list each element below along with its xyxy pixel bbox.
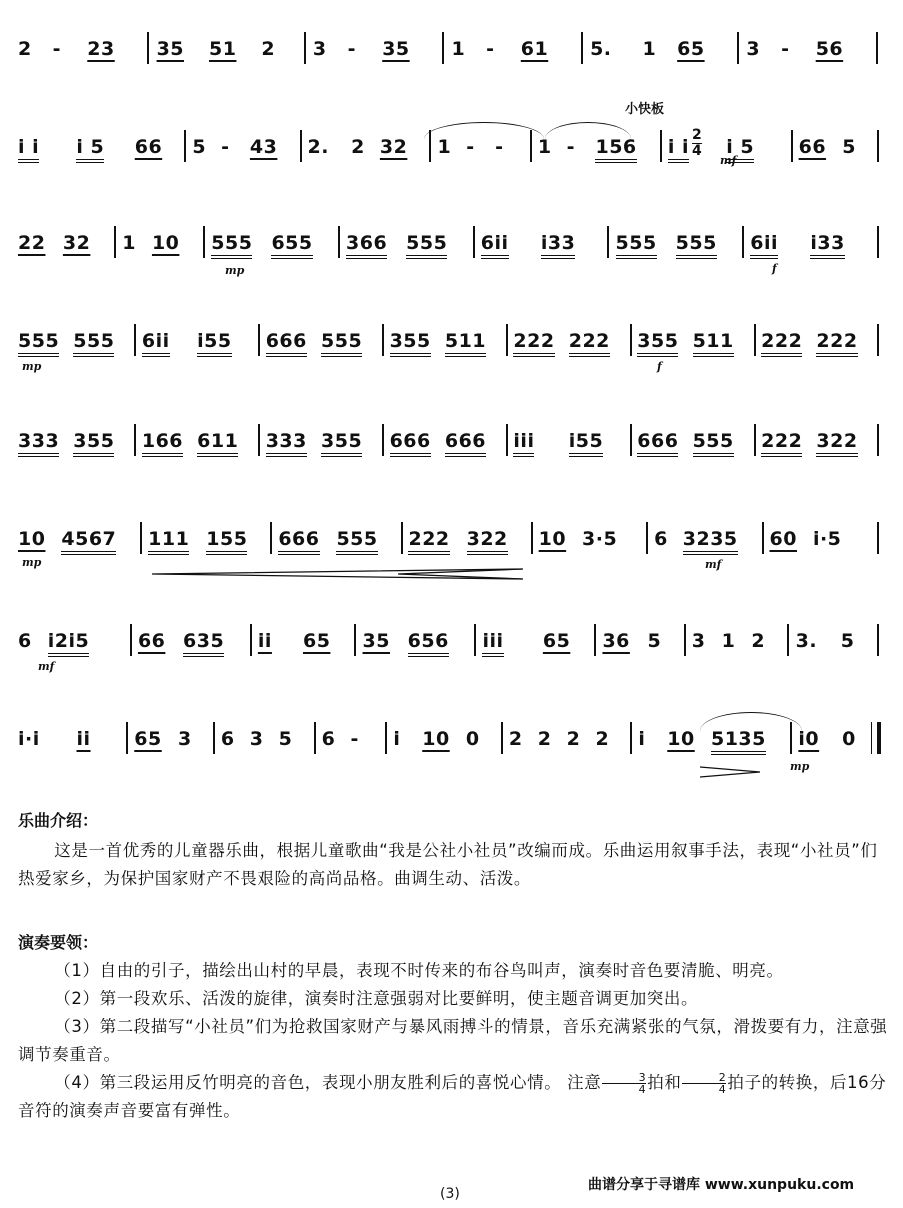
barline [581, 32, 583, 64]
intro-paragraph: 这是一首优秀的儿童器乐曲，根据儿童歌曲“我是公社小社员”改编而成。乐曲运用叙事手法，表现“小社员”们热爱家乡，为保护国家财产不畏艰险的高尚品格。曲调生动、活泼。 [18, 841, 878, 888]
barline [787, 624, 789, 656]
barline [401, 522, 403, 554]
note-group: 1 [437, 136, 452, 158]
barline [314, 722, 316, 754]
performance-heading: 演奏要领： [18, 933, 99, 952]
barline [660, 130, 662, 162]
barline [203, 226, 205, 258]
barline [134, 424, 136, 456]
note-group: 10 [667, 728, 695, 750]
note-group: 5 [278, 728, 293, 750]
barline [737, 32, 739, 64]
note-group: 666 [266, 330, 307, 357]
dynamic-marking: mp [22, 360, 42, 373]
note-group: 66 [134, 136, 163, 158]
note-group: 666 [445, 430, 486, 457]
hairpin-mark [398, 568, 523, 580]
note-group: 6 [220, 728, 235, 750]
note-group: - [350, 728, 359, 750]
note-group: 65 [677, 38, 705, 60]
frac-a-num: 3 [602, 1072, 646, 1084]
barline [684, 624, 686, 656]
barline [742, 226, 744, 258]
note-group: 5 [647, 630, 662, 652]
intro-section [18, 808, 888, 893]
barline [594, 624, 596, 656]
note-group: i·5 [812, 528, 842, 550]
note-group: 51 [209, 38, 237, 60]
note-group: ii [257, 630, 272, 652]
note-group: 3·5 [582, 528, 618, 550]
barline [382, 324, 384, 356]
note-group: 2 [508, 728, 523, 750]
note-group: - [221, 136, 230, 158]
point4-text-d: 的转换，后16分音符的演奏声音要富有弹性。 [18, 1073, 887, 1120]
dynamic-marking: mf [705, 558, 722, 571]
note-group: 3 [691, 630, 706, 652]
barline [270, 522, 272, 554]
barline [877, 324, 879, 356]
barline [130, 624, 132, 656]
note-group: 222 [513, 330, 554, 357]
note-group: 2 [537, 728, 552, 750]
barline [877, 424, 879, 456]
note-group: i 5 [726, 136, 754, 163]
barline [754, 424, 756, 456]
note-group: 5135 [711, 728, 766, 755]
barline [762, 522, 764, 554]
note-group: 5 [192, 136, 207, 158]
note-group: 4567 [61, 528, 116, 555]
note-group: i55 [197, 330, 231, 357]
note-group: 1 [537, 136, 552, 158]
frac-b-den: 4 [718, 1083, 727, 1096]
note-group: 23 [87, 38, 115, 60]
note-group: 0 [842, 728, 856, 750]
note-group: 66 [137, 630, 166, 652]
note-group: 655 [271, 232, 312, 259]
note-group: 222 [761, 430, 802, 457]
note-group: 0 [465, 728, 480, 750]
barline [646, 522, 648, 554]
frac-a-den: 4 [638, 1083, 647, 1096]
barline [385, 722, 387, 754]
note-group: i [393, 728, 401, 750]
performance-point-2: （2）第一段欢乐、活泼的旋律，演奏时注意强弱对比要鲜明，使主题音调更加突出。 [54, 989, 699, 1008]
note-group: 2. [307, 136, 329, 158]
note-group: 65 [302, 630, 331, 652]
note-group: 555 [18, 330, 59, 357]
note-group: 66 [798, 136, 827, 158]
final-barline-thin [871, 722, 873, 754]
note-group: 1 [721, 630, 736, 652]
barline [630, 324, 632, 356]
note-group: 156 [595, 136, 636, 163]
barline [607, 226, 609, 258]
note-group: i 5 [76, 136, 104, 163]
note-group: 2 [261, 38, 276, 60]
note-group: 555 [693, 430, 734, 457]
barline [213, 722, 215, 754]
note-group: 656 [408, 630, 449, 657]
note-group: 2 [595, 728, 610, 750]
note-group: i55 [569, 430, 603, 457]
note-group: 666 [637, 430, 678, 457]
note-group: 10 [538, 528, 567, 550]
note-group: - [566, 136, 576, 158]
barline [140, 522, 142, 554]
note-group: - [52, 38, 62, 60]
note-group: 555 [616, 232, 657, 259]
note-group: 322 [467, 528, 508, 555]
dynamic-marking: mf [38, 660, 55, 673]
time-signature-numerator: 2 [692, 127, 702, 143]
barline [126, 722, 128, 754]
barline [877, 522, 879, 554]
score-row-4 [18, 310, 893, 370]
note-group: 35 [362, 630, 390, 652]
note-group: 65 [542, 630, 571, 652]
note-group: 6ii [750, 232, 778, 259]
dynamic-marking: f [772, 262, 777, 275]
note-group: 222 [816, 330, 857, 357]
note-group: 111 [148, 528, 189, 555]
note-group: 61 [520, 38, 549, 60]
point4-text-c: 拍子 [727, 1073, 762, 1092]
note-group: 3 [312, 38, 327, 60]
barline [114, 226, 116, 258]
note-group: - [495, 136, 504, 158]
barline [382, 424, 384, 456]
page-number: (3) [440, 1186, 460, 1202]
dynamic-marking: f [657, 360, 662, 373]
barline [258, 424, 260, 456]
barline [754, 324, 756, 356]
note-group: 222 [569, 330, 610, 357]
score-row-6 [18, 508, 893, 568]
note-group: 6 [321, 728, 336, 750]
note-group: 355 [73, 430, 114, 457]
note-group: i0 [798, 728, 820, 750]
barline [791, 130, 793, 162]
note-group: - [486, 38, 495, 60]
note-group: ii [76, 728, 91, 750]
note-group: 22 [18, 232, 46, 254]
note-group: iii [482, 630, 503, 657]
note-group: i33 [810, 232, 844, 259]
dynamic-marking: mp [225, 264, 245, 277]
note-group: 2 [18, 38, 32, 60]
time-signature [692, 128, 702, 159]
note-group: 1 [122, 232, 136, 254]
note-group: 36 [602, 630, 630, 652]
point4-text-a: （4）第三段运用反竹明亮的音色，表现小朋友胜利后的喜悦心情。 注意 [54, 1073, 602, 1092]
barline [474, 624, 476, 656]
note-group: 155 [206, 528, 247, 555]
note-group: 65 [134, 728, 162, 750]
note-group: 2 [751, 630, 766, 652]
barline [250, 624, 252, 656]
note-group: 10 [151, 232, 180, 254]
barline [473, 226, 475, 258]
note-group: 222 [761, 330, 802, 357]
note-group: 3 [746, 38, 761, 60]
note-group: 10 [18, 528, 46, 550]
note-group: 333 [18, 430, 59, 457]
note-group: 3. [795, 630, 818, 652]
note-group: iii [513, 430, 534, 457]
barline [304, 32, 306, 64]
note-group: 6 [18, 630, 32, 652]
note-group: 333 [266, 430, 307, 457]
note-group: 35 [156, 38, 185, 60]
note-group: 511 [693, 330, 734, 357]
note-group: 3 [249, 728, 264, 750]
barline [147, 32, 149, 64]
barline [877, 226, 879, 258]
barline [506, 424, 508, 456]
note-group: 666 [390, 430, 431, 457]
time-fraction-three-four [602, 1072, 646, 1095]
note-group: 3235 [683, 528, 738, 555]
note-group: 6ii [481, 232, 509, 259]
performance-point-3: （3）第二段描写“小社员”们为抢救国家财产与暴风雨搏斗的情景，音乐充满紧张的气氛，滑拨要有力，注意强调节奏重音。 [18, 1017, 888, 1064]
barline [300, 130, 302, 162]
note-group: 555 [211, 232, 252, 259]
performance-point-1: （1）自由的引子，描绘出山村的早晨，表现不时传来的布谷鸟叫声，演奏时音色要清脆、明亮。 [54, 961, 784, 980]
note-group: 5 [842, 136, 856, 158]
intro-heading: 乐曲介绍： [18, 811, 99, 830]
note-group: i2i5 [48, 630, 89, 657]
barline [134, 324, 136, 356]
dynamic-marking: mf [720, 154, 737, 167]
note-group: 222 [408, 528, 449, 555]
note-group: 555 [406, 232, 447, 259]
barline [184, 130, 186, 162]
note-group: 1 [642, 38, 657, 60]
barline [876, 32, 878, 64]
note-group: 166 [142, 430, 183, 457]
note-group: 611 [197, 430, 238, 457]
note-group: - [347, 38, 356, 60]
note-group: 2 [351, 136, 365, 158]
barline [877, 624, 879, 656]
score-row-1 [18, 18, 893, 78]
note-group: 5. [590, 38, 612, 60]
note-group: 32 [379, 136, 408, 158]
point4-text-b: 拍和 [647, 1073, 682, 1092]
note-group: 555 [321, 330, 362, 357]
note-group: 555 [336, 528, 377, 555]
note-group: 355 [390, 330, 431, 357]
barline [258, 324, 260, 356]
time-signature-denominator: 4 [692, 143, 702, 159]
performance-point-4 [18, 1069, 888, 1125]
score-row-5 [18, 410, 893, 470]
note-group: i i [668, 136, 689, 163]
score-row-7 [18, 610, 893, 670]
note-group: i [638, 728, 646, 750]
note-group: 6ii [142, 330, 170, 357]
note-group: i·i [18, 728, 40, 750]
note-group: 60 [769, 528, 797, 550]
barline [630, 424, 632, 456]
note-group: 555 [676, 232, 717, 259]
note-group: 555 [73, 330, 114, 357]
note-group: i i [18, 136, 39, 163]
note-group: 355 [321, 430, 362, 457]
time-fraction-two-four [682, 1072, 726, 1095]
note-group: 635 [183, 630, 224, 657]
note-group: 3 [177, 728, 192, 750]
barline [877, 130, 879, 162]
barline [354, 624, 356, 656]
barline [506, 324, 508, 356]
note-group: 6 [654, 528, 668, 550]
note-group: 35 [382, 38, 410, 60]
note-group: 10 [422, 728, 450, 750]
dynamic-marking: mp [790, 760, 810, 773]
note-group: 355 [637, 330, 678, 357]
note-group: 43 [249, 136, 278, 158]
score-row-3 [18, 212, 893, 272]
note-group: 322 [816, 430, 857, 457]
barline [630, 722, 632, 754]
note-group: i33 [541, 232, 575, 259]
final-barline [877, 722, 881, 754]
note-group: - [781, 38, 790, 60]
frac-b-num: 2 [682, 1072, 726, 1084]
note-group: 666 [278, 528, 319, 555]
note-group: 511 [445, 330, 486, 357]
note-group: 5 [840, 630, 855, 652]
hairpin-mark [700, 766, 760, 778]
barline [338, 226, 340, 258]
tempo-marking: 小快板 [625, 102, 665, 117]
note-group: 32 [62, 232, 91, 254]
note-group: 366 [346, 232, 387, 259]
note-group: 56 [815, 38, 844, 60]
note-group: 2 [566, 728, 581, 750]
dynamic-marking: mp [22, 556, 42, 569]
site-credit: 曲谱分享于寻谱库 www.xunpuku.com [588, 1177, 855, 1193]
performance-section [18, 930, 888, 1125]
note-group: - [466, 136, 475, 158]
barline [531, 522, 533, 554]
barline [442, 32, 444, 64]
note-group: 1 [451, 38, 466, 60]
barline [501, 722, 503, 754]
